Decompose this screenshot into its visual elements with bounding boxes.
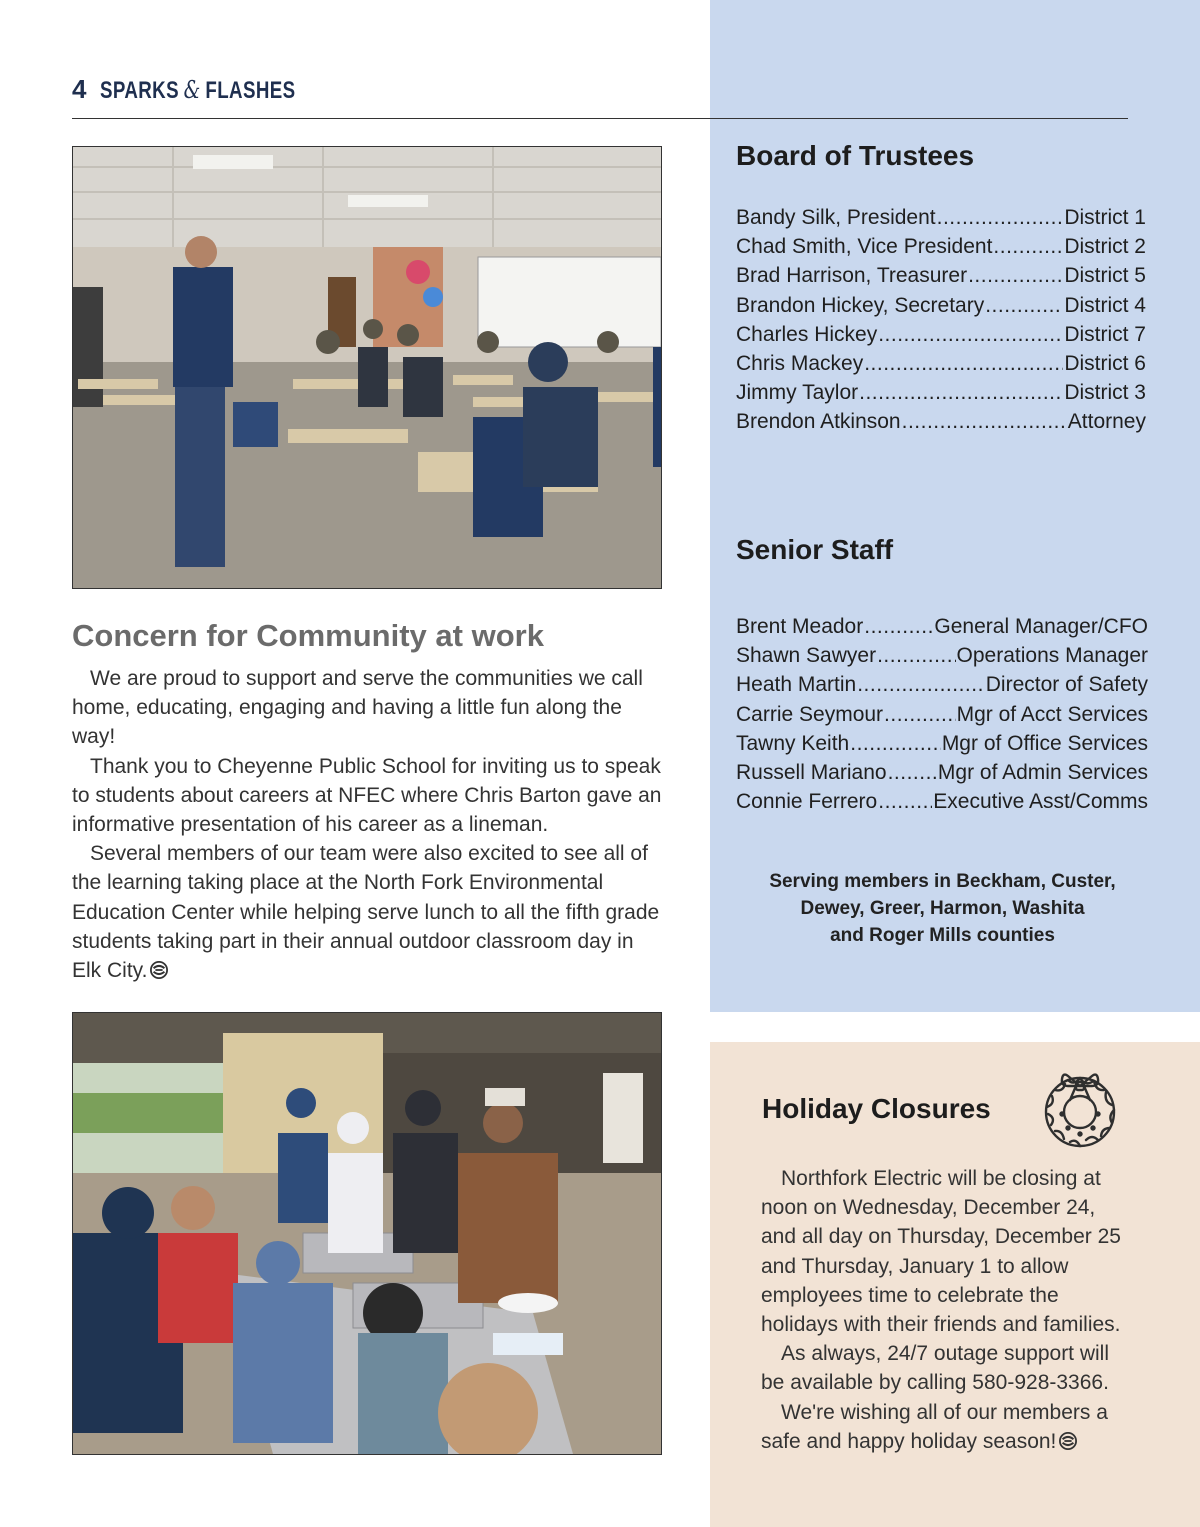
- list-item: [736, 232, 1146, 261]
- header-rule: [72, 118, 1128, 119]
- trustee-name: Brendon Atkinson: [736, 410, 901, 434]
- staff-name: Connie Ferrero: [736, 790, 878, 814]
- trustee-name: Brad Harrison, Treasurer: [736, 264, 968, 288]
- page-number: 4: [72, 74, 87, 104]
- list-item: [736, 407, 1146, 436]
- staff-role: Mgr of Acct Services: [956, 702, 1148, 726]
- holiday-paragraph-text: We're wishing all of our members a safe and happy holiday season!: [761, 1400, 1108, 1453]
- article-title: Concern for Community at work: [72, 618, 544, 653]
- lunch-photo: [72, 1012, 662, 1455]
- trustee-district: District 4: [1064, 293, 1146, 317]
- list-item: [736, 670, 1148, 699]
- leader-dots: [859, 378, 1063, 407]
- list-item: [736, 641, 1148, 670]
- trustee-district: District 1: [1064, 206, 1146, 229]
- list-item: [736, 320, 1146, 349]
- staff-role: Director of Safety: [985, 673, 1148, 697]
- leader-dots: [884, 700, 956, 729]
- trustee-name: Brandon Hickey, Secretary: [736, 293, 985, 317]
- staff-name: Heath Martin: [736, 673, 857, 697]
- cooperative-logo-icon: [150, 961, 168, 979]
- article-body: [72, 664, 668, 985]
- leader-dots: [850, 729, 941, 758]
- trustee-district: Attorney: [1067, 410, 1146, 434]
- article-paragraph: We are proud to support and serve the communities we call home, educating, engaging and having a little fun along the way!: [72, 667, 643, 749]
- service-area-line: Serving members in Beckham, Custer,: [769, 871, 1116, 892]
- article-paragraph: [72, 839, 668, 985]
- staff-name: Tawny Keith: [736, 731, 850, 755]
- trustee-name: Charles Hickey: [736, 322, 878, 346]
- holiday-paragraph: As always, 24/7 outage support will be available by calling 580-928-3366.: [761, 1342, 1110, 1395]
- article-paragraph: Thank you to Cheyenne Public School for inviting us to speak to students about careers at NFEC where Chris Barton gave an informative presentation of his career as a lineman.: [72, 754, 662, 837]
- list-item: [736, 203, 1146, 232]
- staff-name: Shawn Sawyer: [736, 644, 877, 668]
- masthead-left: SPARKS: [100, 77, 180, 104]
- staff-title: Senior Staff: [736, 534, 894, 565]
- trustee-name: Jimmy Taylor: [736, 381, 859, 405]
- leader-dots: [857, 670, 985, 699]
- leader-dots: [985, 291, 1063, 320]
- masthead-ampersand: &: [184, 76, 202, 104]
- cooperative-logo-icon: [1059, 1432, 1077, 1450]
- list-item: [736, 378, 1146, 407]
- masthead: [100, 76, 295, 105]
- article-paragraph-text: Several members of our team were also excited to see all of the learning taking place at the North Fork Environmental Education Center while helping serve lunch to all the fifth grade students taking part in their annual outdoor classroom day in Elk City.: [72, 842, 660, 983]
- leader-dots: [888, 758, 937, 787]
- staff-role: Mgr of Office Services: [941, 731, 1148, 755]
- trustee-district: District 2: [1064, 235, 1146, 259]
- trustee-district: District 5: [1064, 264, 1146, 288]
- lunch-photo-illustration: [73, 1013, 661, 1454]
- trustees-title: Board of Trustees: [736, 140, 975, 171]
- leader-dots: [878, 787, 932, 816]
- staff-list: [736, 612, 1148, 816]
- staff-role: General Manager/CFO: [934, 615, 1148, 638]
- masthead-right: FLASHES: [205, 77, 296, 104]
- staff-role: Mgr of Admin Services: [937, 761, 1148, 785]
- wreath-icon: [1038, 1062, 1122, 1150]
- service-area-note: [740, 868, 1145, 949]
- holiday-body: [761, 1164, 1131, 1456]
- staff-role: Executive Asst/Comms: [933, 790, 1148, 814]
- trustee-district: District 3: [1064, 381, 1146, 405]
- leader-dots: [864, 612, 933, 641]
- classroom-photo: [72, 146, 662, 589]
- leader-dots: [877, 641, 955, 670]
- list-item: [736, 291, 1146, 320]
- trustee-name: Bandy Silk, President: [736, 206, 936, 229]
- list-item: [736, 758, 1148, 787]
- list-item: [736, 612, 1148, 641]
- staff-name: Russell Mariano: [736, 761, 887, 785]
- trustee-name: Chris Mackey: [736, 352, 864, 376]
- leader-dots: [878, 320, 1063, 349]
- list-item: [736, 729, 1148, 758]
- leader-dots: [993, 232, 1063, 261]
- trustees-list: [736, 203, 1146, 437]
- classroom-photo-illustration: [73, 147, 661, 588]
- service-area-line: Dewey, Greer, Harmon, Washita: [800, 898, 1085, 919]
- leader-dots: [937, 203, 1064, 232]
- list-item: [736, 349, 1146, 378]
- staff-name: Carrie Seymour: [736, 702, 884, 726]
- trustee-name: Chad Smith, Vice President: [736, 235, 993, 259]
- leader-dots: [902, 407, 1067, 436]
- trustee-district: District 6: [1064, 352, 1146, 376]
- leader-dots: [864, 349, 1063, 378]
- service-area-line: and Roger Mills counties: [830, 925, 1055, 946]
- staff-name: Brent Meador: [736, 615, 864, 638]
- list-item: [736, 700, 1148, 729]
- list-item: [736, 787, 1148, 816]
- leader-dots: [968, 261, 1063, 290]
- holiday-paragraph: [761, 1398, 1131, 1456]
- list-item: [736, 261, 1146, 290]
- trustee-district: District 7: [1064, 322, 1146, 346]
- page-header: [72, 74, 351, 110]
- holiday-paragraph: Northfork Electric will be closing at noon on Wednesday, December 24, and all day on Thursday, December 25 and Thursday, January 1 to allow employees time to celebrate the holidays with their friends and families.: [761, 1167, 1121, 1337]
- staff-role: Operations Manager: [956, 644, 1148, 668]
- holiday-title: Holiday Closures: [762, 1093, 991, 1124]
